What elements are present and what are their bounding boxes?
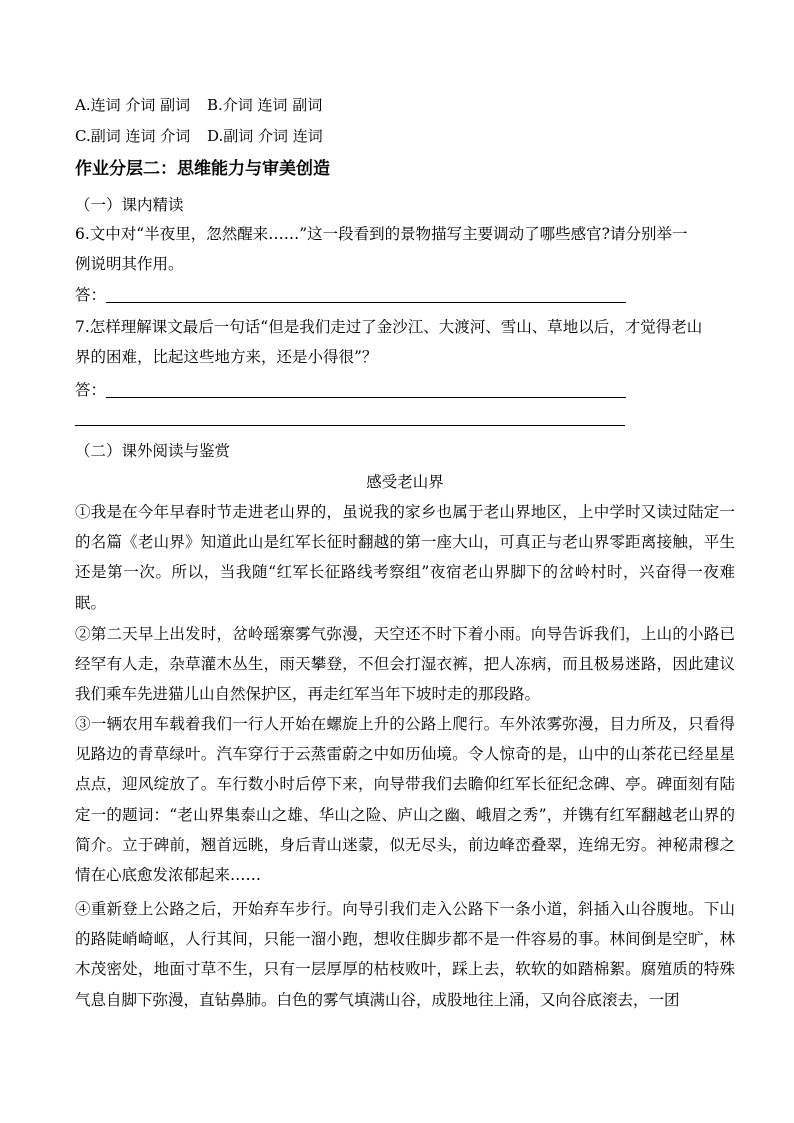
option-c: C.副词 连词 介词 (75, 127, 191, 145)
article-paragraph-4: ④重新登上公路之后，开始弃车步行。向导引我们走入公路下一条小道，斜插入山谷腹地。下山的路陡峭崎岖，人行其间，只能一溜小跑，想收住脚步都不是一件容易的事。林间倒是空旷，林木茂密处，地面寸草不生，只有一层厚厚的枯枝败叶，踩上去，软软的如踏棉絮。腐殖质的特殊气息自脚下弥漫，直钻鼻肺。白色的雾气填满山谷，成股地往上涌，又向谷底滚去，一团 (75, 900, 735, 1009)
part-label-extracurricular: （二）课外阅读与鉴赏 (75, 442, 231, 460)
article-paragraph-3: ③一辆农用车载着我们一行人开始在螺旋上升的公路上爬行。车外浓雾弥漫，目力所及，只看得见路边的青草绿叶。汽车穿行于云蒸雷蔚之中如历仙境。令人惊奇的是，山中的山茶花已经星星点点，迎风绽放了。车行数小时后停下来，向导带我们去瞻仰红军长征纪念碑、亭。碑面刻有陆定一的题词：“老山界集泰山之雄、华山之险、庐山之幽、峨眉之秀”，并镌有红军翻越老山界的简介。立于碑前，翘首远眺，身后青山迷蒙，似无尽头，前边峰峦叠翠，连绵无穷。神秘肃穆之情在心底愈发浓郁起来…… (75, 715, 735, 885)
question-6-line-1: 6.文中对“半夜里，忽然醒来……”这一段看到的景物描写主要调动了哪些感官?请分别举一 (75, 225, 688, 243)
option-a: A.连词 介词 副词 (75, 96, 191, 114)
question-7-answer-row[interactable] (75, 379, 626, 401)
option-d: D.副词 介词 连词 (207, 127, 323, 145)
article-paragraph-1: ①我是在今年早春时节走进老山界的，虽说我的家乡也属于老山界地区，上中学时又读过陆定一的名篇《老山界》知道此山是红军长征时翻越的第一座大山，可真正与老山界零距离接触，平生还是第一次。所以，当我随“红军长征路线考察组”夜宿老山界脚下的岔岭村时，兴奋得一夜难眠。 (75, 503, 735, 612)
article-title: 感受老山界 (366, 473, 444, 491)
answer-label: 答： (75, 286, 107, 304)
section-heading: 作业分层二：思维能力与审美创造 (75, 159, 330, 179)
question-7-line-1: 7.怎样理解课文最后一句话“但是我们走过了金沙江、大渡河、雪山、草地以后，才觉得老山 (75, 318, 703, 336)
answer-blank-line[interactable] (106, 396, 626, 398)
option-b: B.介词 连词 副词 (207, 96, 323, 114)
answer-label: 答： (75, 381, 107, 399)
answer-blank-line[interactable] (106, 301, 626, 303)
answer-blank-line-2[interactable] (75, 425, 625, 426)
question-6-line-2: 例说明其作用。 (75, 255, 184, 273)
options-row-1 (75, 94, 322, 116)
question-7-line-2: 界的困难，比起这些地方来，还是小得很”？ (75, 348, 378, 366)
part-label-inclass: （一）课内精读 (75, 196, 184, 214)
article-paragraph-2: ②第二天早上出发时，岔岭瑶寨雾气弥漫，天空还不时下着小雨。向导告诉我们，上山的小路已经罕有人走，杂草灌木丛生，雨天攀登，不但会打湿衣裤，把人冻病，而且极易迷路，因此建议我们乘车先进猫儿山自然保护区，再走红军当年下坡时走的那段路。 (75, 625, 735, 704)
options-row-2 (75, 125, 323, 147)
question-6-answer-row[interactable] (75, 284, 626, 306)
